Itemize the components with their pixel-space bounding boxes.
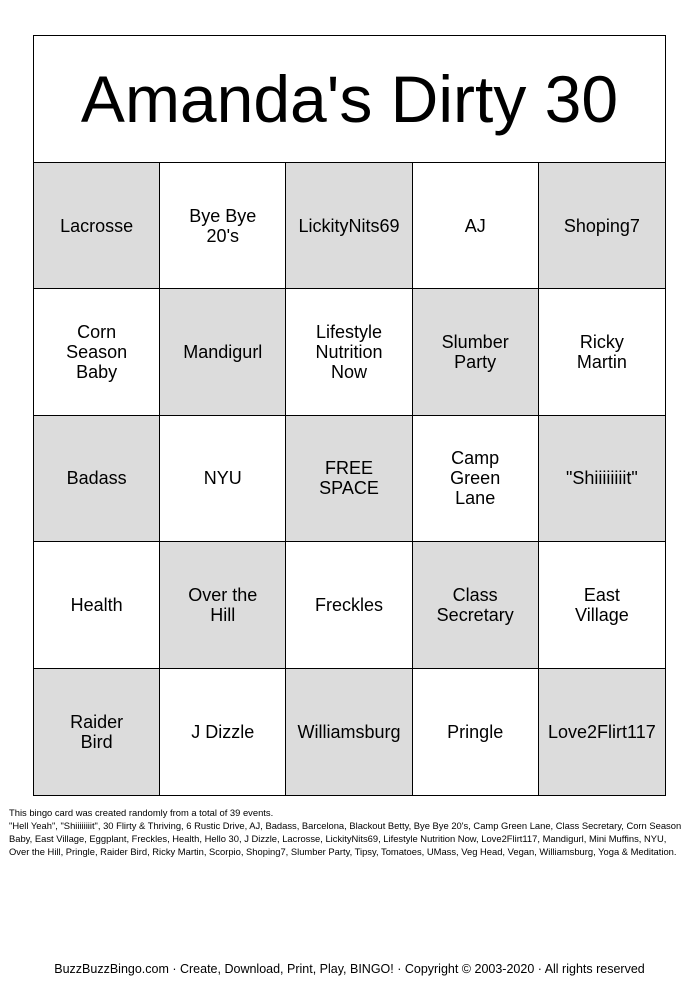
event-list: "Hell Yeah", "Shiiiiiiiit", 30 Flirty & Thriving, 6 Rustic Drive, AJ, Badass, Barcelona, Blackout Betty, Bye Bye 20's, Camp Green Lane, Class Secretary, Corn Season Baby, East Village, Eggplant, Freckles, Health, Hello 30, J Dizzle, Lacrosse, LickityNits69, Lifestyle Nutrition Now, Love2Flirt117, Mandigurl, Mini Muffins, NYU, Over the Hill, Pringle, Raider Bird, Ricky Martin, Scorpio, Shoping7, Slumber Party, Tipsy, Tomatoes, UMass, Veg Head, Vegan, Williamsburg, Yoga & Meditation. (9, 820, 682, 857)
bingo-cell-r4-c2: Over the Hill (160, 542, 286, 668)
bingo-cell-r5-c2: J Dizzle (160, 669, 286, 795)
card-title: Amanda's Dirty 30 (34, 36, 665, 163)
bingo-grid (34, 163, 665, 795)
bingo-cell-r4-c5: East Village (539, 542, 665, 668)
bingo-cell-r1-c5: Shoping7 (539, 163, 665, 289)
page-footer: BuzzBuzzBingo.com · Create, Download, Print, Play, BINGO! · Copyright © 2003-2020 · All rights reserved (54, 962, 645, 976)
card-info (9, 806, 687, 858)
bingo-cell-r1-c4: AJ (413, 163, 539, 289)
bingo-cell-r2-c1: Corn Season Baby (34, 289, 160, 415)
bingo-cell-r2-c5: Ricky Martin (539, 289, 665, 415)
bingo-cell-r4-c1: Health (34, 542, 160, 668)
bingo-cell-r4-c3: Freckles (286, 542, 412, 668)
free-space-cell: FREE SPACE (286, 416, 412, 542)
bingo-cell-r1-c2: Bye Bye 20's (160, 163, 286, 289)
bingo-cell-r2-c2: Mandigurl (160, 289, 286, 415)
bingo-cell-r2-c4: Slumber Party (413, 289, 539, 415)
bingo-cell-r5-c1: Raider Bird (34, 669, 160, 795)
bingo-cell-r3-c4: Camp Green Lane (413, 416, 539, 542)
card-summary: This bingo card was created randomly from a total of 39 events. (9, 807, 274, 818)
bingo-cell-r1-c1: Lacrosse (34, 163, 160, 289)
bingo-cell-r3-c2: NYU (160, 416, 286, 542)
bingo-cell-r3-c1: Badass (34, 416, 160, 542)
bingo-cell-r4-c4: Class Secretary (413, 542, 539, 668)
bingo-cell-r5-c3: Williamsburg (286, 669, 412, 795)
bingo-cell-r5-c4: Pringle (413, 669, 539, 795)
bingo-cell-r1-c3: LickityNits69 (286, 163, 412, 289)
bingo-card (33, 35, 666, 796)
bingo-cell-r3-c5: "Shiiiiiiiit" (539, 416, 665, 542)
bingo-cell-r2-c3: Lifestyle Nutrition Now (286, 289, 412, 415)
bingo-cell-r5-c5: Love2Flirt117 (539, 669, 665, 795)
